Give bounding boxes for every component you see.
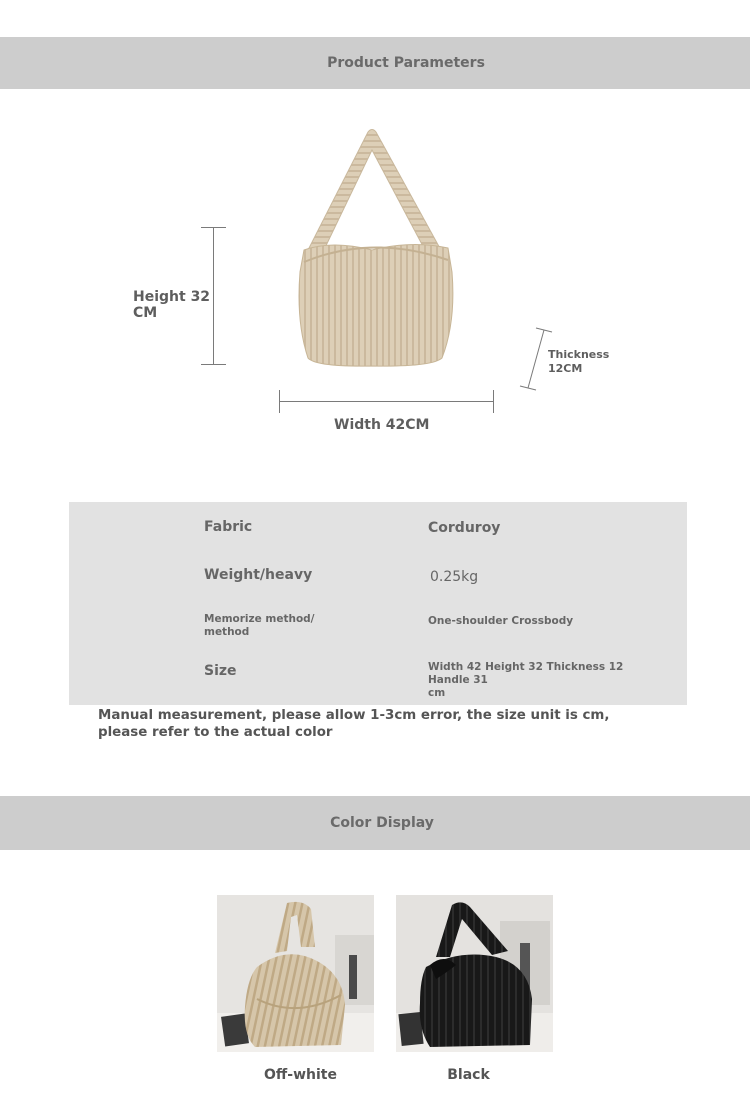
width-tick-left (279, 390, 280, 413)
thickness-label: Thickness 12CM (548, 348, 610, 375)
black-bag-photo (396, 895, 553, 1052)
bag-product-image (292, 122, 460, 372)
bag-illustration (292, 122, 460, 372)
height-label: Height 32 CM (133, 289, 211, 321)
width-dimension-line (279, 401, 494, 402)
height-dimension-line (213, 227, 214, 365)
param-key-method: Memorize method/ method (204, 613, 315, 638)
width-tick-right (493, 390, 494, 413)
parameter-table (69, 502, 687, 705)
height-tick-top (201, 227, 226, 228)
measurement-note: Manual measurement, please allow 1-3cm error, the size unit is cm, please refer to the actual color (98, 708, 610, 740)
section-title: Color Display (330, 815, 434, 831)
off-white-bag-photo (217, 895, 374, 1052)
color-label-black: Black (447, 1067, 490, 1083)
width-label: Width 42CM (334, 417, 430, 433)
height-tick-bottom (201, 364, 226, 365)
param-value-weight: 0.25kg (430, 569, 479, 585)
param-value-size: Width 42 Height 32 Thickness 12 Handle 31 cm (428, 661, 624, 699)
param-value-fabric: Corduroy (428, 520, 501, 536)
product-parameters-header (0, 37, 750, 89)
color-swatch-black[interactable] (396, 895, 553, 1052)
param-key-weight: Weight/heavy (204, 567, 313, 583)
color-swatch-off-white[interactable] (217, 895, 374, 1052)
color-display-header (0, 796, 750, 850)
param-value-method: One-shoulder Crossbody (428, 615, 574, 627)
section-title: Product Parameters (327, 55, 485, 71)
param-key-fabric: Fabric (204, 519, 253, 535)
color-label-off-white: Off-white (264, 1067, 337, 1083)
param-key-size: Size (204, 663, 237, 679)
